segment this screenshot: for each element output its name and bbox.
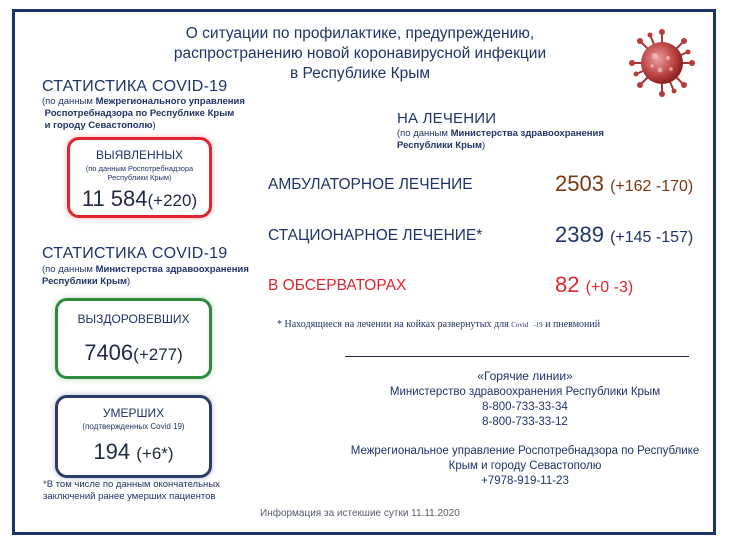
- page-title: [160, 24, 560, 84]
- coronavirus-icon: [622, 28, 702, 98]
- identified-value: 11 584: [81, 186, 148, 211]
- identified-note-line-2: Республики Крым): [107, 173, 172, 182]
- deaths-label: УМЕРШИХ: [102, 406, 165, 420]
- report-date: Информация за истекшие сутки 11.11.2020: [260, 508, 460, 519]
- footnote-covid-number: -19: [533, 321, 543, 329]
- hotline-phone-1[interactable]: 8-800-733-33-34: [482, 401, 568, 413]
- recovered-delta: (+277): [133, 345, 183, 364]
- footnote-text-2: и пневмоний: [542, 319, 601, 330]
- outpatient-value-row: [555, 171, 693, 197]
- treatment-source: [397, 128, 604, 152]
- source-org-line-1: Министерства здравоохранения: [450, 128, 604, 139]
- deaths-footnote: [43, 479, 220, 503]
- stats-title-minzdrav: СТАТИСТИКА COVID-19: [42, 245, 228, 262]
- deaths-card: [55, 395, 212, 478]
- hotline-phone-3[interactable]: +7978-919-11-23: [481, 475, 569, 487]
- outpatient-delta: (+162 -170): [610, 178, 694, 195]
- inpatient-delta: (+145 -157): [610, 229, 694, 246]
- stats-source-minzdrav: [42, 264, 249, 288]
- source-prefix: (по данным: [42, 264, 96, 275]
- inpatient-value-row: [555, 222, 693, 248]
- observatory-value-row: [555, 272, 633, 298]
- identified-note-line-1: (по данным Роспотребнадзора: [85, 164, 194, 173]
- source-org-line-2: Республики Крым: [42, 276, 128, 287]
- divider: [345, 356, 689, 357]
- source-org-line-1: Министерства здравоохранения: [95, 264, 249, 275]
- source-org-line-2: Республики Крым: [397, 140, 483, 151]
- deaths-value: 194: [93, 439, 131, 464]
- source-prefix: (по данным: [42, 96, 96, 107]
- source-org-line-3: и городу Севастополю: [44, 120, 153, 131]
- recovered-card: [55, 298, 212, 379]
- source-suffix: ): [482, 140, 486, 151]
- stats-title-rospotreb: СТАТИСТИКА COVID-19: [42, 78, 228, 95]
- title-line-1: О ситуации по профилактике, предупреждению,: [185, 25, 535, 42]
- hotlines-org-rospotreb-line-1: Межрегиональное управление Роспотребнадзора по Республике: [350, 445, 700, 457]
- source-suffix: ): [127, 276, 131, 287]
- identified-value-row: [70, 186, 209, 212]
- inpatient-value: 2389: [555, 222, 604, 247]
- recovered-value-row: [58, 340, 209, 366]
- hotlines-title: «Горячие линии»: [477, 369, 573, 383]
- deaths-note: (подтвержденных Covid 19): [82, 422, 185, 431]
- title-line-3: в Республике Крым: [289, 65, 431, 82]
- identified-label: ВЫЯВЛЕННЫХ: [96, 148, 183, 162]
- outpatient-label: АМБУЛАТОРНОЕ ЛЕЧЕНИЕ: [268, 176, 473, 193]
- source-suffix: ): [152, 120, 156, 131]
- outpatient-value: 2503: [555, 171, 604, 196]
- identified-note: [70, 164, 209, 182]
- deaths-footnote-line-1: *В том числе по данным окончательных: [43, 479, 220, 490]
- observatory-delta: (+0 -3): [585, 279, 634, 296]
- title-line-2: распространению новой коронавирусной инфекции: [173, 45, 547, 62]
- inpatient-footnote: [277, 319, 600, 330]
- hotline-phone-2[interactable]: 8-800-733-33-12: [482, 416, 568, 428]
- identified-delta: (+220): [147, 191, 198, 210]
- deaths-footnote-line-2: заключений ранее умерших пациентов: [43, 491, 216, 502]
- inpatient-label: СТАЦИОНАРНОЕ ЛЕЧЕНИЕ*: [268, 227, 483, 244]
- footnote-text-1: * Находящиеся на лечении на койках развернутых для: [277, 319, 512, 330]
- observatory-value: 82: [555, 272, 580, 297]
- treatment-title: НА ЛЕЧЕНИИ: [397, 110, 497, 127]
- source-org-line-1: Межрегионального управления: [95, 96, 245, 107]
- stats-source-rospotreb: [42, 96, 245, 132]
- hotlines-org-minzdrav: Министерство здравоохранения Республики Крым: [389, 386, 661, 398]
- recovered-value: 7406: [84, 340, 134, 365]
- hotlines-org-rospotreb-line-2: Крым и городу Севастополю: [448, 460, 602, 472]
- footnote-covid: Covid: [511, 321, 529, 329]
- deaths-value-row: [58, 439, 209, 465]
- identified-card: [67, 137, 212, 218]
- observatory-label: В ОБСЕРВАТОРАХ: [268, 277, 407, 294]
- deaths-delta: (+6*): [136, 444, 174, 463]
- source-org-line-2: Роспотребнадзора по Республике Крым: [44, 108, 235, 119]
- recovered-label: ВЫЗДОРОВЕВШИХ: [77, 312, 190, 326]
- source-prefix: (по данным: [397, 128, 451, 139]
